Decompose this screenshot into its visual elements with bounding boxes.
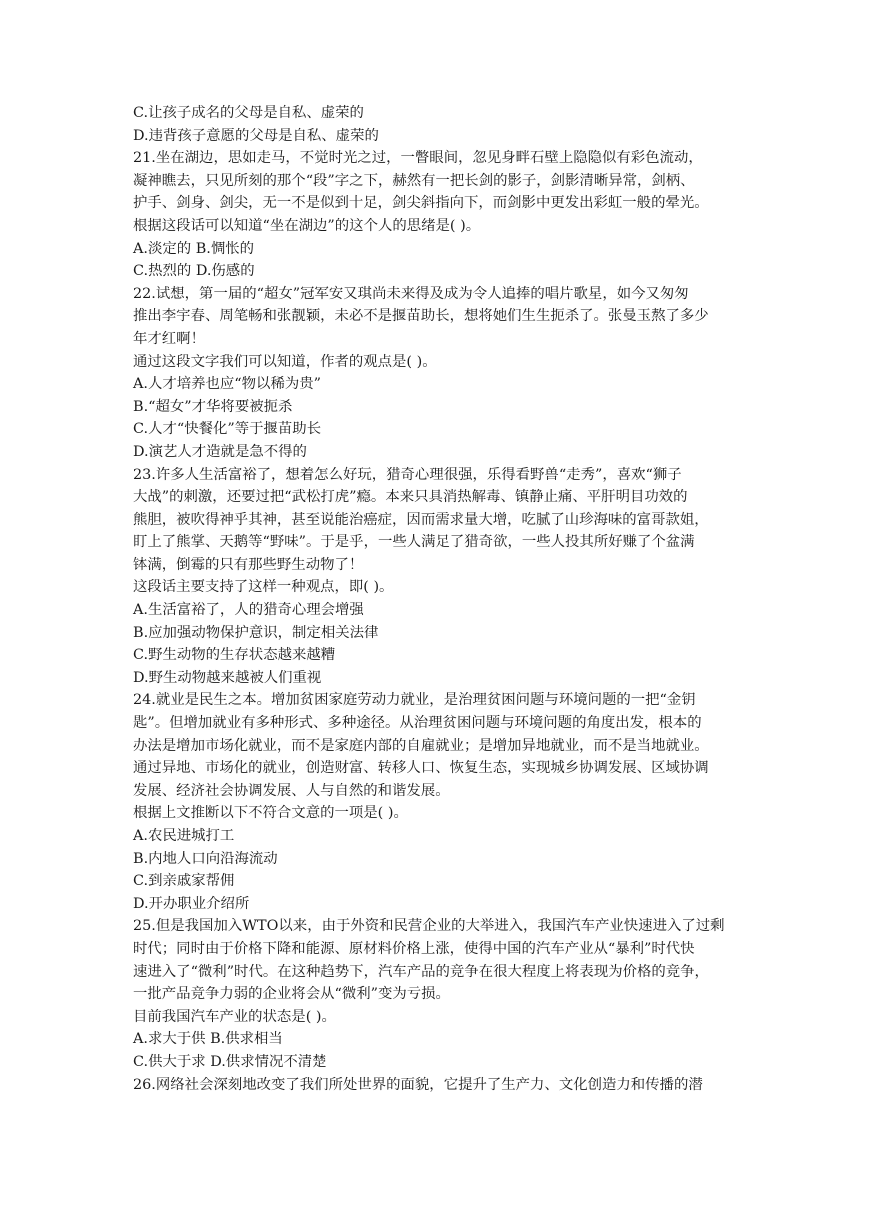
- question-25-options: C.供大于求 D.供求情况不清楚: [133, 1053, 327, 1070]
- question-23-text: 钵满，倒霉的只有那些野生动物了！: [133, 556, 364, 573]
- question-23-option: C.野生动物的生存状态越来越糟: [133, 647, 336, 664]
- question-23-text: 23.许多人生活富裕了，想着怎么好玩，猎奇心理很强，乐得看野兽“走秀”，喜欢“狮子: [133, 466, 682, 483]
- question-23-text: 熊胆，被吹得神乎其神，甚至说能治癌症，因而需求量大增，吃腻了山珍海味的富哥款姐，: [133, 511, 709, 528]
- question-22-option: B.“超女”才华将要被扼杀: [133, 398, 293, 415]
- question-23-text: 盯上了熊掌、天鹅等“野味”。于是乎，一些人满足了猎奇欲，一些人投其所好赚了个盆满: [133, 534, 695, 551]
- question-23-option: B.应加强动物保护意识，制定相关法律: [133, 624, 379, 641]
- question-22-option: C.人才“快餐化”等于揠苗助长: [133, 421, 322, 438]
- question-22-text: 推出李宇春、周笔畅和张靓颖，未必不是揠苗助长，想将她们生生扼杀了。张曼玉熬了多少: [133, 308, 709, 325]
- question-21-text: 凝神瞧去，只见所刻的那个“段”字之下，赫然有一把长剑的影子，剑影清晰异常，剑柄、: [133, 172, 695, 189]
- question-22-prompt: 通过这段文字我们可以知道，作者的观点是( )。: [133, 353, 437, 370]
- question-22-option: D.演艺人才造就是急不得的: [133, 443, 307, 460]
- question-22-text: 年才红啊！: [133, 330, 205, 347]
- question-25-text: 一批产品竞争力弱的企业将会从“微利”变为亏损。: [133, 986, 450, 1003]
- question-23-option: D.野生动物越来越被人们重视: [133, 669, 322, 686]
- document-page: [133, 102, 746, 1096]
- question-24-text: 通过异地、市场化的就业，创造财富、转移人口、恢复生态，实现城乡协调发展、区域协调: [133, 760, 709, 777]
- question-25-text: 25.但是我国加入WTO以来，由于外资和民营企业的大举进入，我国汽车产业快速进入了过剩: [133, 918, 725, 935]
- question-21-prompt: 根据这段话可以知道“坐在湖边”的这个人的思绪是( )。: [133, 217, 481, 234]
- question-24-option: C.到亲戚家帮佣: [133, 873, 235, 890]
- question-21-options: C.热烈的 D.伤感的: [133, 263, 255, 280]
- question-24-text: 匙”。但增加就业有多种形式、多种途径。从治理贫困问题与环境问题的角度出发，根本的: [133, 715, 702, 732]
- question-22-text: 22.试想，第一届的“超女”冠军安又琪尚未来得及成为令人追捧的唱片歌星，如今又匆匆: [133, 285, 689, 302]
- question-21-options: A.淡定的 B.惆怅的: [133, 240, 255, 257]
- option-line: D.违背孩子意愿的父母是自私、虚荣的: [133, 127, 379, 144]
- question-21-text: 21.坐在湖边，思如走马，不觉时光之过，一瞥眼间，忽见身畔石壁上隐隐似有彩色流动，: [133, 150, 703, 167]
- question-21-text: 护手、剑身、剑尖，无一不是似到十足，剑尖斜指向下，而剑影中更发出彩虹一般的晕光。: [133, 195, 709, 212]
- question-22-option: A.人才培养也应“物以稀为贵”: [133, 376, 321, 393]
- question-24-text: 发展、经济社会协调发展、人与自然的和谐发展。: [133, 782, 450, 799]
- option-line: C.让孩子成名的父母是自私、虚荣的: [133, 105, 364, 121]
- question-24-option: A.农民进城打工: [133, 828, 235, 844]
- question-25-text: 时代；同时由于价格下降和能源、原材料价格上涨，使得中国的汽车产业从“暴利”时代快: [133, 940, 695, 957]
- question-24-option: B.内地人口向沿海流动: [133, 850, 278, 867]
- question-23-text: 大战”的刺激，还要过把“武松打虎”瘾。本来只具消热解毒、镇静止痛、平肝明目功效的: [133, 489, 688, 506]
- question-24-option: D.开办职业介绍所: [133, 895, 250, 912]
- question-24-prompt: 根据上文推断以下不符合文意的一项是( )。: [133, 805, 408, 822]
- question-23-option: A.生活富裕了，人的猎奇心理会增强: [133, 602, 364, 619]
- question-23-prompt: 这段话主要支持了这样一种观点，即( )。: [133, 579, 394, 596]
- question-25-options: A.求大于供 B.供求相当: [133, 1031, 283, 1048]
- question-24-text: 24.就业是民生之本。增加贫困家庭劳动力就业，是治理贫困问题与环境问题的一把“金钥: [133, 692, 696, 709]
- question-24-text: 办法是增加市场化就业，而不是家庭内部的自雇就业；是增加异地就业，而不是当地就业。: [133, 737, 709, 754]
- question-26-text: 26.网络社会深刻地改变了我们所处世界的面貌，它提升了生产力、文化创造力和传播的潜: [133, 1076, 703, 1093]
- question-25-prompt: 目前我国汽车产业的状态是( )。: [133, 1008, 336, 1025]
- question-25-text: 速进入了“微利”时代。在这种趋势下，汽车产品的竞争在很大程度上将表现为价格的竞争，: [133, 963, 709, 980]
